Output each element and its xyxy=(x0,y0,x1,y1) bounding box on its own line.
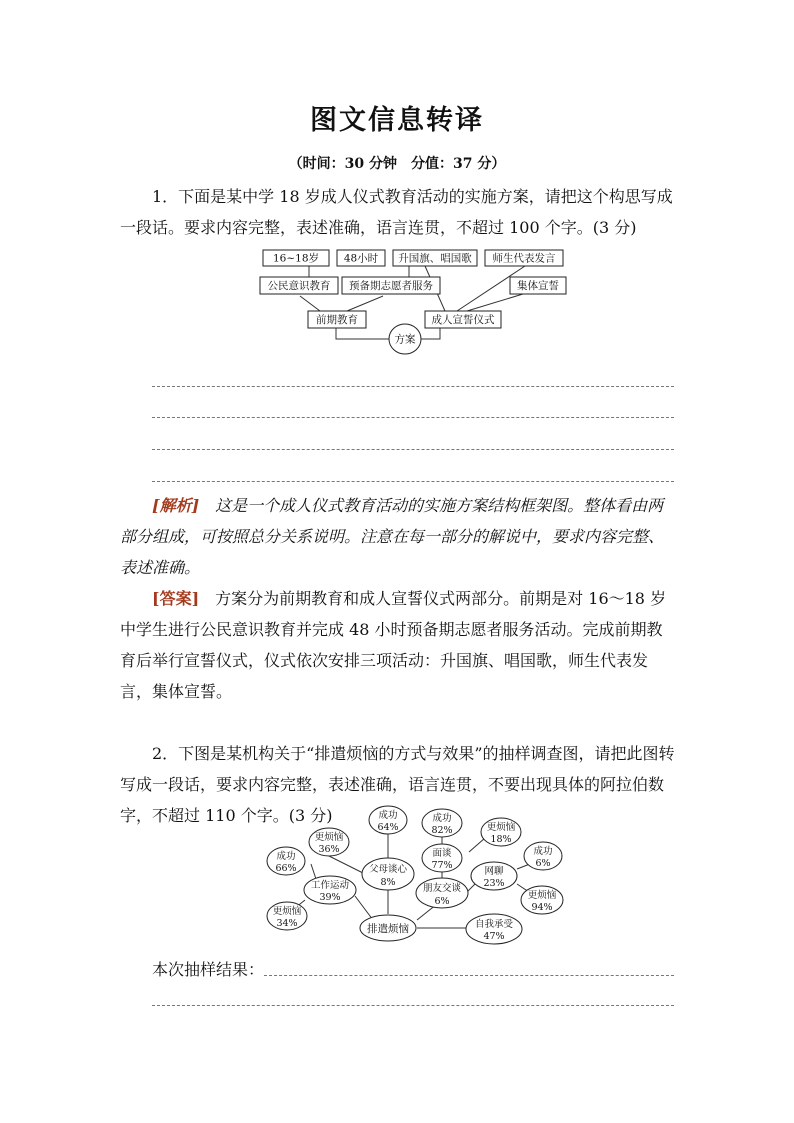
svg-text:82%: 82% xyxy=(431,825,453,836)
box-speech xyxy=(485,250,563,266)
svg-text:预备期志愿者服务: 预备期志愿者服务 xyxy=(349,280,433,292)
svg-text:48小时: 48小时 xyxy=(343,252,379,265)
connector-line xyxy=(300,296,320,311)
svg-text:成功: 成功 xyxy=(276,851,296,862)
svg-text:网聊: 网聊 xyxy=(484,866,504,877)
svg-text:6%: 6% xyxy=(535,858,551,869)
svg-text:成功: 成功 xyxy=(533,846,553,857)
page-title: 图文信息转译 xyxy=(310,105,484,136)
svg-text:工作运动: 工作运动 xyxy=(310,880,350,891)
svg-text:47%: 47% xyxy=(483,931,505,942)
svg-text:集体宣誓: 集体宣誓 xyxy=(517,280,559,292)
q2-survey-diagram xyxy=(255,804,575,946)
svg-text:39%: 39% xyxy=(319,892,341,903)
node-online-worse xyxy=(521,886,563,914)
answer-tag: [答案] xyxy=(152,589,200,608)
svg-text:94%: 94% xyxy=(531,902,553,913)
svg-text:前期教育: 前期教育 xyxy=(316,314,358,326)
svg-text:8%: 8% xyxy=(380,877,396,888)
svg-text:18%: 18% xyxy=(490,834,512,845)
node-self-endure xyxy=(466,914,522,944)
node-work-success xyxy=(267,847,305,875)
svg-text:父母谈心: 父母谈心 xyxy=(368,864,408,875)
svg-text:更烦恼: 更烦恼 xyxy=(314,832,344,843)
box-hours xyxy=(337,250,385,266)
svg-text:更烦恼: 更烦恼 xyxy=(486,822,516,833)
svg-text:排遣烦恼: 排遣烦恼 xyxy=(367,923,409,935)
box-civic-education xyxy=(260,277,338,294)
answer-text: 方案分为前期教育和成人宣誓仪式两部分。前期是对 16～18 岁中学生进行公民意识教育并完成 48 小时预备期志愿者服务活动。完成前期教育后举行宣誓仪式，仪式依次安排三项活动：升国旗、唱国歌，师生代表发言，集体宣誓。 xyxy=(120,589,667,701)
svg-text:升国旗、唱国歌: 升国旗、唱国歌 xyxy=(398,252,472,265)
connector-line xyxy=(355,896,373,920)
svg-text:方案: 方案 xyxy=(394,333,416,346)
svg-text:6%: 6% xyxy=(434,896,450,907)
node-face-worse xyxy=(481,818,521,846)
connector-line xyxy=(347,296,383,311)
node-work-worse xyxy=(267,902,307,930)
q2-prompt-text: 2．下图是某机构关于“排遣烦恼的方式与效果”的抽样调查图，请把此图转写成一段话，要求内容完整，表述准确，语言连贯，不要出现具体的阿拉伯数字，不超过 110 个字。(3 分) xyxy=(120,744,675,825)
svg-text:16~18岁: 16~18岁 xyxy=(272,252,320,265)
box-flag-anthem xyxy=(393,250,477,266)
node-parent-worse xyxy=(309,828,349,856)
connector-line xyxy=(329,856,365,874)
q1-prompt-text: 1．下面是某中学 18 岁成人仪式教育活动的实施方案，请把这个构思写成一段话。要求内容完整，表述准确，语言连贯，不超过 100 个字。(3 分) xyxy=(120,187,673,237)
answer-line[interactable] xyxy=(152,417,674,418)
node-work-exercise xyxy=(304,876,356,904)
svg-text:师生代表发言: 师生代表发言 xyxy=(492,252,556,265)
answer-line[interactable] xyxy=(152,449,674,450)
svg-text:更烦恼: 更烦恼 xyxy=(272,906,302,917)
svg-text:公民意识教育: 公民意识教育 xyxy=(267,280,331,292)
box-age xyxy=(263,250,329,266)
node-face-success xyxy=(422,809,462,837)
svg-text:23%: 23% xyxy=(483,878,505,889)
svg-text:34%: 34% xyxy=(276,918,298,929)
connector-line xyxy=(336,328,389,339)
node-friend-talk xyxy=(416,878,468,908)
time-score-info: （时间：30 分钟 分值：37 分） xyxy=(288,156,506,172)
answer-line[interactable] xyxy=(152,1005,674,1006)
box-pre-education xyxy=(308,311,366,328)
result-label: 本次抽样结果： xyxy=(152,960,265,979)
q1-structure-diagram xyxy=(255,247,575,357)
answer-line[interactable] xyxy=(152,386,674,387)
node-parent-success xyxy=(369,806,407,834)
node-online-chat xyxy=(471,862,517,890)
box-group-oath xyxy=(510,277,566,294)
svg-text:成人宣誓仪式: 成人宣誓仪式 xyxy=(431,314,495,326)
svg-text:成功: 成功 xyxy=(378,810,398,821)
question-1-prompt xyxy=(120,181,676,243)
svg-text:36%: 36% xyxy=(318,844,340,855)
box-volunteer xyxy=(342,277,440,294)
node-online-success xyxy=(524,842,562,870)
node-center xyxy=(360,915,416,941)
box-oath-ceremony xyxy=(425,311,501,328)
node-plan xyxy=(389,324,421,354)
svg-text:自我承受: 自我承受 xyxy=(474,919,514,930)
connector-line xyxy=(421,328,440,339)
svg-text:面谈: 面谈 xyxy=(432,848,452,859)
connector-line xyxy=(467,294,523,311)
svg-text:77%: 77% xyxy=(431,860,453,871)
q1-analysis xyxy=(120,490,676,583)
svg-text:更烦恼: 更烦恼 xyxy=(527,890,557,901)
svg-text:64%: 64% xyxy=(377,822,399,833)
connector-line xyxy=(469,838,485,852)
answer-line[interactable] xyxy=(152,481,674,482)
analysis-text: 这是一个成人仪式教育活动的实施方案结构框架图。整体看由两部分组成，可按照总分关系说明。注意在每一部分的解说中，要求内容完整、表述准确。 xyxy=(120,496,665,577)
svg-text:66%: 66% xyxy=(275,863,297,874)
svg-text:成功: 成功 xyxy=(432,813,452,824)
q1-answer xyxy=(120,583,676,707)
node-face-talk xyxy=(422,844,462,872)
answer-line[interactable] xyxy=(264,975,674,976)
analysis-tag: [解析] xyxy=(152,496,200,515)
node-parent-talk xyxy=(362,858,414,890)
svg-text:朋友交谈: 朋友交谈 xyxy=(422,883,462,894)
